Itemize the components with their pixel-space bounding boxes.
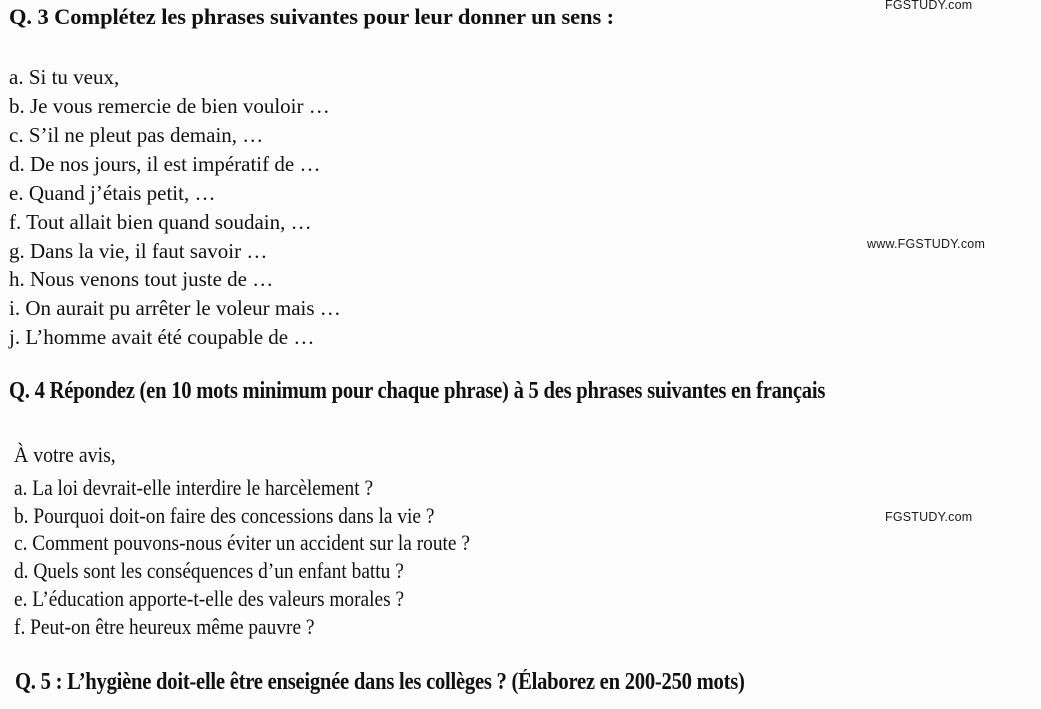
- watermark-middle: www.FGSTUDY.com: [867, 237, 986, 251]
- question-4-title: Q. 4 Répondez (en 10 mots minimum pour chaque phrase) à 5 des phrases suivantes en français: [9, 378, 826, 404]
- q3-item-b: b. Je vous remercie de bien vouloir …: [9, 94, 330, 118]
- q3-item-h: h. Nous venons tout juste de …: [9, 267, 274, 291]
- watermark-top: FGSTUDY.com: [885, 0, 973, 12]
- question-5-title: Q. 5 : L’hygiène doit-elle être enseignée dans les collèges ? (Élaborez en 200-250 mots): [15, 669, 745, 695]
- q3-item-a: a. Si tu veux,: [9, 65, 120, 89]
- question-3-title: Q. 3 Complétez les phrases suivantes pour leur donner un sens :: [9, 4, 615, 29]
- q3-item-i: i. On aurait pu arrêter le voleur mais …: [9, 296, 341, 320]
- q4-item-c: c. Comment pouvons-nous éviter un accident sur la route ?: [14, 530, 470, 555]
- q4-item-b: b. Pourquoi doit-on faire des concessions dans la vie ?: [14, 503, 435, 528]
- q3-item-c: c. S’il ne pleut pas demain, …: [9, 123, 264, 147]
- q4-item-e: e. L’éducation apporte-t-elle des valeurs morales ?: [14, 586, 405, 611]
- q3-item-j: j. L’homme avait été coupable de …: [9, 325, 315, 349]
- q4-item-f: f. Peut-on être heureux même pauvre ?: [14, 614, 315, 639]
- q3-item-g: g. Dans la vie, il faut savoir …: [9, 239, 268, 263]
- q3-item-d: d. De nos jours, il est impératif de …: [9, 152, 321, 176]
- q4-item-a: a. La loi devrait-elle interdire le harcèlement ?: [14, 475, 374, 500]
- q4-intro: À votre avis,: [14, 442, 116, 467]
- watermark-lower: FGSTUDY.com: [885, 510, 973, 524]
- q3-item-e: e. Quand j’étais petit, …: [9, 181, 216, 205]
- q4-item-d: d. Quels sont les conséquences d’un enfant battu ?: [14, 558, 404, 583]
- q3-item-f: f. Tout allait bien quand soudain, …: [9, 210, 312, 234]
